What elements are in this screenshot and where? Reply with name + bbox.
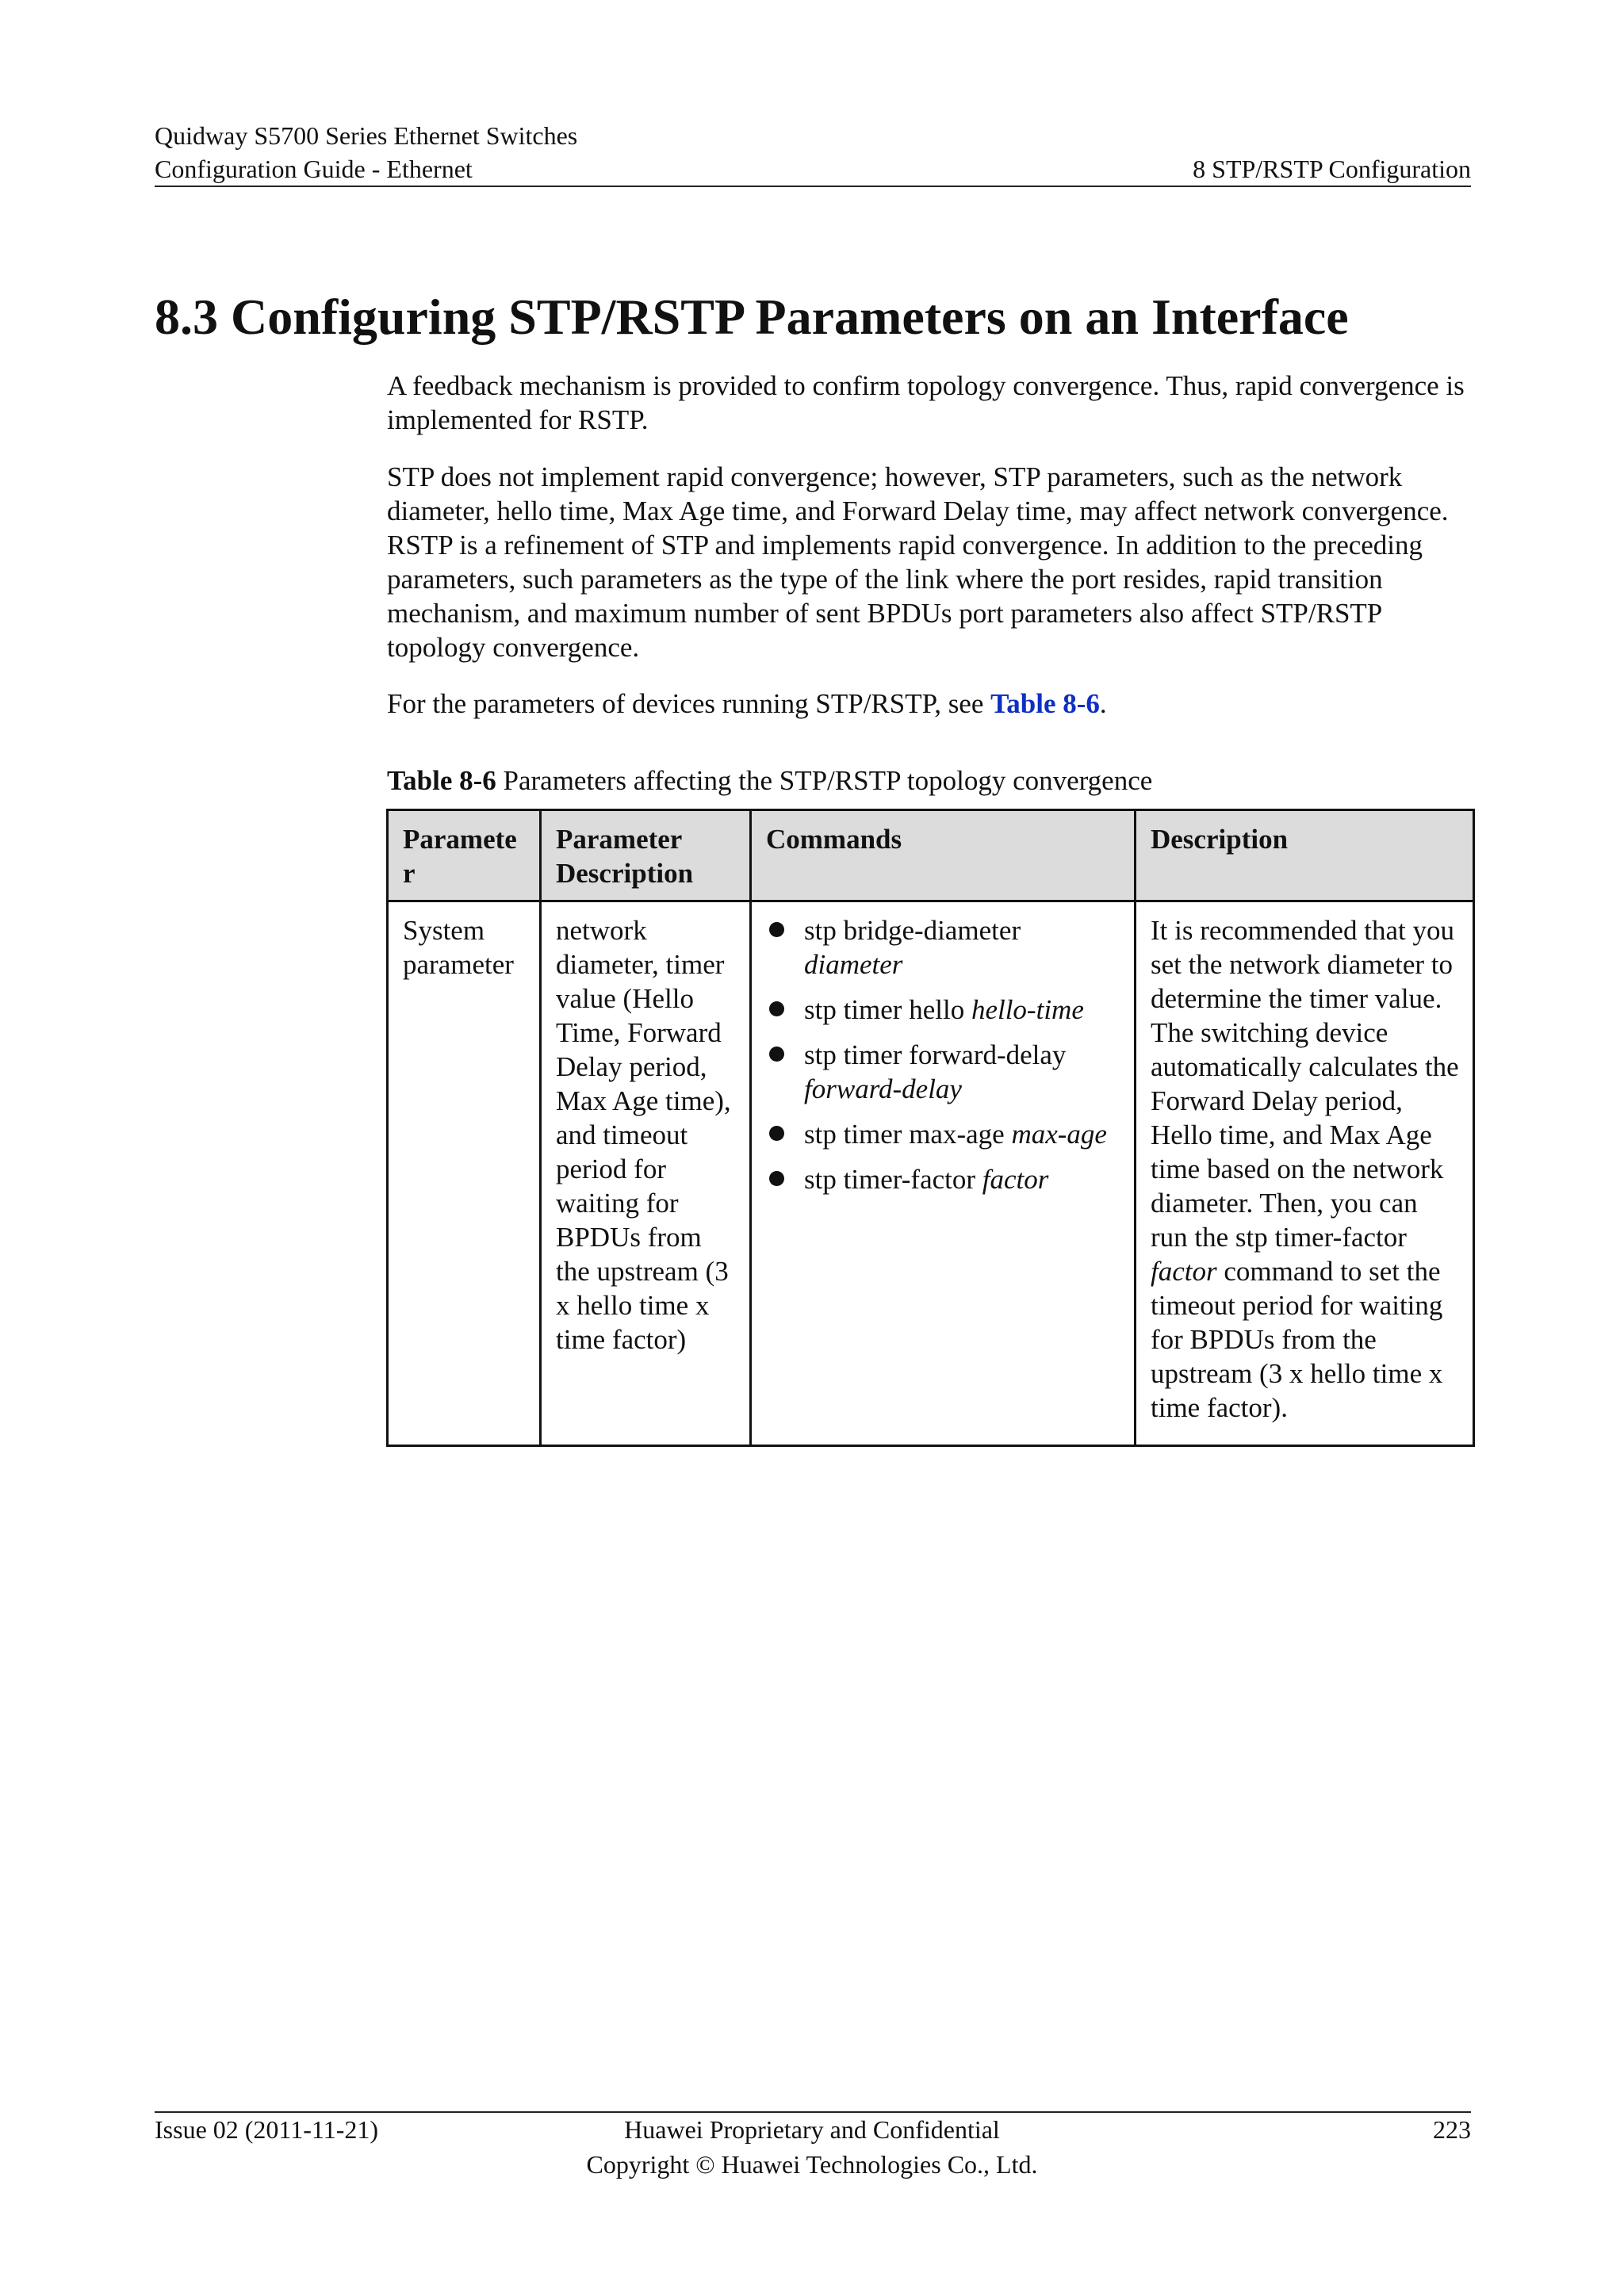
cell-parameter-description: network diameter, timer value (Hello Time, Forward Delay period, Max Age time), and timeout period for waiting for BPDUs from the upstream (3 x hello time x time factor): [541, 901, 751, 1446]
command-argument: factor: [982, 1164, 1049, 1195]
table-8-6-link[interactable]: Table 8-6: [990, 688, 1100, 719]
cell-description: [1136, 901, 1474, 1446]
cell-parameter: System parameter: [388, 901, 541, 1446]
command-argument: hello-time: [971, 994, 1084, 1025]
table-caption: [387, 763, 1152, 798]
description-italic: factor: [1151, 1256, 1217, 1287]
command-item: [766, 1117, 1121, 1151]
footer-issue: Issue 02 (2011-11-21): [155, 2115, 379, 2144]
command-item: [766, 1038, 1121, 1106]
footer-confidential: Huawei Proprietary and Confidential: [624, 2115, 1000, 2144]
header-chapter: 8 STP/RSTP Configuration: [1193, 155, 1471, 183]
command-argument: forward-delay: [804, 1073, 962, 1104]
header-parameter-description: Parameter Description: [541, 810, 751, 901]
paragraph-feedback: A feedback mechanism is provided to confirm topology convergence. Thus, rapid convergence is implemented for RSTP.: [387, 370, 1465, 435]
page-number: 223: [1433, 2115, 1471, 2144]
command-item: [766, 913, 1121, 982]
command-argument: max-age: [1011, 1119, 1107, 1150]
reference-text-before: For the parameters of devices running STP/RSTP, see: [387, 688, 991, 719]
command-item: [766, 1162, 1121, 1196]
header-description: Description: [1136, 810, 1474, 901]
header-rule: [155, 186, 1471, 187]
running-header-left: [155, 119, 577, 186]
table-caption-text: Parameters affecting the STP/RSTP topology convergence: [496, 765, 1153, 796]
command-text: stp timer max-age: [804, 1119, 1012, 1150]
cell-commands: [751, 901, 1136, 1446]
table-header-row: [388, 810, 1474, 901]
description-text-end: command to set the timeout period for waiting for BPDUs from the upstream (3 x hello time x time factor).: [1151, 1256, 1443, 1423]
header-guide: Configuration Guide - Ethernet: [155, 155, 473, 183]
footer-copyright: Copyright © Huawei Technologies Co., Ltd.: [586, 2150, 1038, 2179]
command-text: stp timer forward-delay: [804, 1039, 1067, 1070]
footer-center: [0, 2112, 1624, 2182]
section-title: 8.3 Configuring STP/RSTP Parameters on an Interface: [155, 289, 1349, 345]
table-row: [388, 901, 1474, 1446]
command-text: stp timer hello: [804, 994, 971, 1025]
paragraph-convergence: STP does not implement rapid convergence; however, STP parameters, such as the network diameter, hello time, Max Age time, and Forward Delay time, may affect network convergence. RSTP is a refinement of STP and implements rapid convergence. In addition to the preceding parameters, such parameters as the type of the link where the port resides, rapid transition mechanism, and maximum number of sent BPDUs port parameters also affect STP/RSTP topology convergence.: [387, 461, 1449, 663]
command-list: [766, 913, 1121, 1196]
description-text: It is recommended that you set the network diameter to determine the timer value. The switching device automatically calculates the Forward Delay period, Hello time, and Max Age time based on the network diameter. Then, you can run the stp timer-factor: [1151, 915, 1459, 1253]
table-caption-label: Table 8-6: [387, 765, 496, 796]
command-argument: diameter: [804, 949, 903, 980]
parameters-table: [386, 809, 1475, 1447]
reference-text-after: .: [1099, 688, 1107, 719]
command-item: [766, 993, 1121, 1027]
header-parameter: Paramete r: [388, 810, 541, 901]
command-text: stp bridge-diameter: [804, 915, 1021, 946]
header-product: Quidway S5700 Series Ethernet Switches: [155, 121, 578, 150]
paragraph-table-reference: [387, 687, 1473, 721]
header-commands: Commands: [751, 810, 1136, 901]
command-text: stp timer-factor: [804, 1164, 982, 1195]
